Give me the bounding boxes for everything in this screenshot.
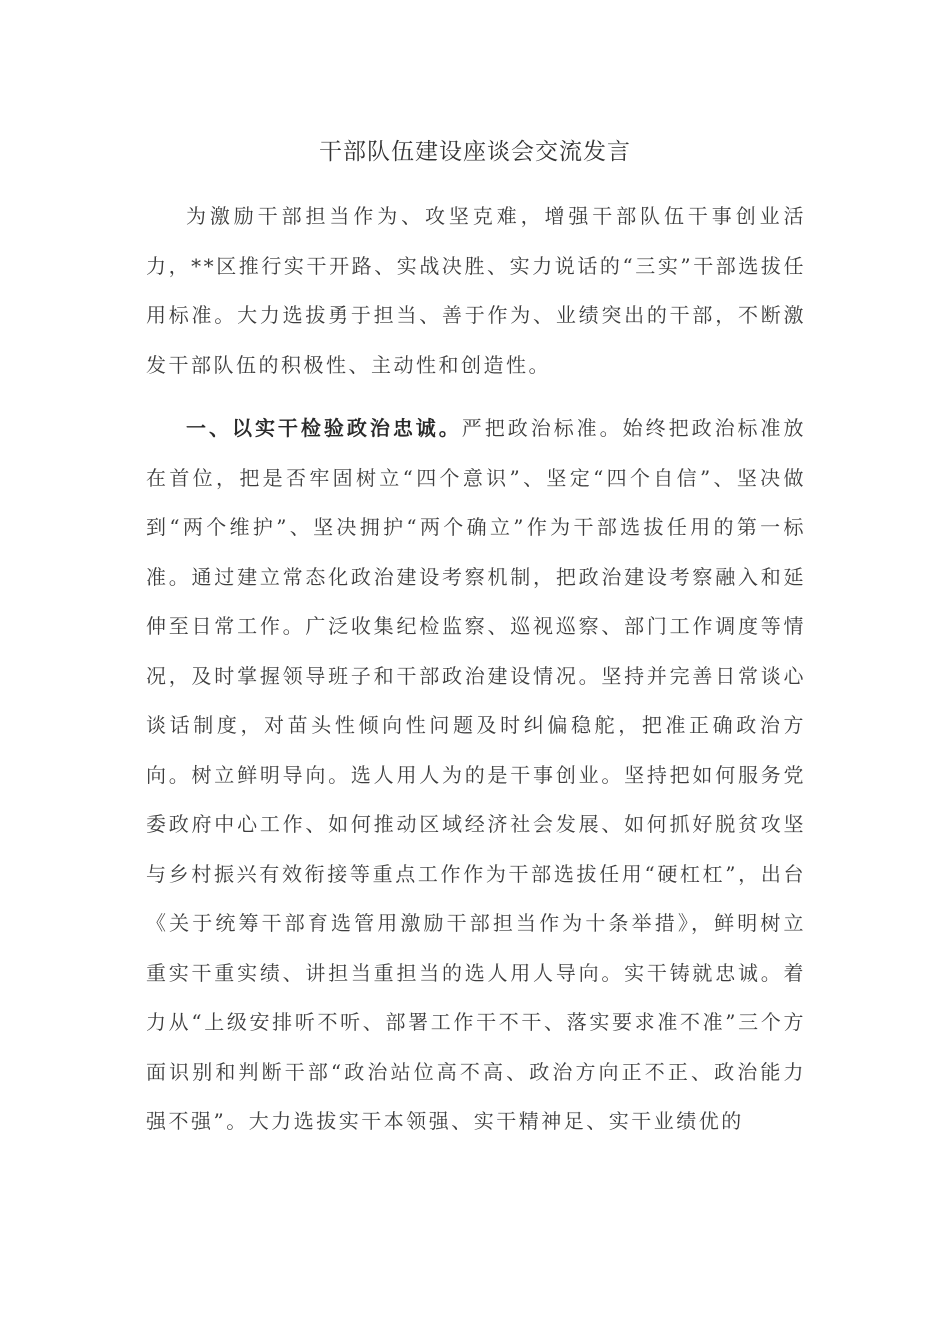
section-1-block (146, 404, 806, 1147)
section-1-text: 严把政治标准。始终把政治标准放在首位，把是否牢固树立“四个意识”、坚定“四个自信”、坚决做到“两个维护”、坚决拥护“两个确立”作为干部选拔任用的第一标准。通过建立常态化政治建设考察机制，把政治建设考察融入和延伸至日常工作。广泛收集纪检监察、巡视巡察、部门工作调度等情况，及时掌握领导班子和干部政治建设情况。坚持并完善日常谈心谈话制度，对苗头性倾向性问题及时纠偏稳舵，把准正确政治方向。树立鲜明导向。选人用人为的是干事创业。坚持把如何服务党委政府中心工作、如何推动区域经济社会发展、如何抓好脱贫攻坚与乡村振兴有效衔接等重点工作作为干部选拔任用“硬杠杠”，出台《关于统筹干部育选管用激励干部担当作为十条举措》，鲜明树立重实干重实绩、讲担当重担当的选人用人导向。实干铸就忠诚。着力从“上级安排听不听、部署工作干不干、落实要求准不准”三个方面识别和判断干部“政治站位高不高、政治方向正不正、政治能力强不强”。大力选拔实干本领强、实干精神足、实干业绩优的 (146, 416, 807, 1133)
section-1-paragraph (146, 404, 806, 1147)
document-title: 干部队伍建设座谈会交流发言 (319, 139, 631, 165)
intro-paragraph: 为激励干部担当作为、攻坚克难，增强干部队伍干事创业活力，**区推行实干开路、实战决胜、实力说话的“三实”干部选拔任用标准。大力选拔勇于担当、善于作为、业绩突出的干部，不断激发干部队伍的积极性、主动性和创造性。 (146, 204, 806, 377)
intro-block (146, 192, 806, 390)
section-1-heading: 一、以实干检验政治忠诚。 (186, 416, 462, 440)
